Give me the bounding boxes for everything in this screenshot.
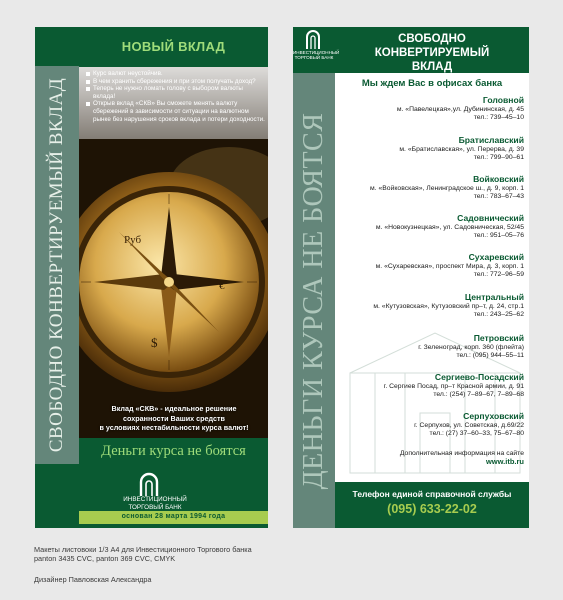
office-name: Головной	[482, 95, 524, 105]
svg-text:€: €	[219, 280, 225, 292]
bank-logo-icon	[132, 470, 166, 498]
right-vertical-slogan: ДЕНЬГИ КУРСА НЕ БОЯТСЯ	[298, 112, 329, 489]
slogan-text: Деньги курса не боятся	[101, 443, 246, 459]
right-header-line-2: ВКЛАД	[411, 61, 453, 73]
bank-name-line-2: ТОРГОВЫЙ БАНК	[128, 503, 182, 511]
office-entry	[341, 333, 524, 361]
office-name: Сухаревский	[468, 252, 524, 262]
bullet-item: В чем хранить сбережения и при этом получать доход?	[86, 78, 266, 86]
office-entry	[341, 411, 524, 439]
promo-text	[91, 404, 257, 433]
compass-rub-label: Руб	[124, 234, 142, 246]
left-spine	[35, 66, 79, 464]
designer-credit: Дизайнер Павловская Александра	[34, 575, 152, 584]
left-vertical-title: СВОБОДНО КОНВЕРТИРУЕМЫЙ ВКЛАД	[46, 77, 67, 453]
caption-line-1: Макеты листовоки 1/3 А4 для Инвестиционного Торгового банка	[34, 545, 252, 554]
office-entry	[341, 95, 524, 123]
more-info	[341, 450, 524, 467]
office-name: Серпуховский	[463, 411, 524, 421]
svg-text:$: $	[151, 335, 158, 350]
office-name: Сергиево-Посадский	[434, 372, 524, 382]
office-address: м. «Войковская», Ленинградское ш., д. 9, корп. 1	[370, 185, 524, 192]
office-entry	[341, 292, 524, 320]
office-name: Центральный	[464, 292, 524, 302]
office-phone: тел.: (27) 37–60–33, 75–67–80	[429, 430, 524, 438]
office-address: г. Сергиев Посад, пр–т Красной армии, д. 91	[383, 383, 524, 390]
office-name: Садовнический	[457, 213, 524, 223]
right-bank-name-line-2: ТОРГОВЫЙ БАНК	[294, 55, 334, 61]
right-header-title	[340, 32, 524, 74]
bank-name-line-1: ИНВЕСТИЦИОННЫЙ	[123, 496, 187, 503]
right-header-line-1: СВОБОДНО КОНВЕРТИРУЕМЫЙ	[374, 33, 490, 59]
left-bank-name	[105, 496, 205, 511]
office-address: г. Зеленоград, корп. 360 (флейта)	[418, 344, 524, 351]
office-address: м. «Новокузнецкая», ул. Садовническая, 52/45	[375, 224, 524, 231]
office-entry	[341, 135, 524, 163]
hotline-phone: (095) 633-22-02	[387, 502, 477, 516]
office-phone: тел.: (254) 7–89–67, 7–89–68	[433, 391, 524, 399]
right-spine	[293, 73, 335, 528]
more-info-text: Дополнительная информация на сайте	[399, 450, 524, 457]
bullet-item: Курс валют неустойчив.	[86, 70, 266, 78]
office-address: г. Серпухов, ул. Советская, д.69/22	[414, 422, 524, 429]
office-name: Войковский	[473, 174, 524, 184]
office-entry	[341, 252, 524, 280]
right-bank-logo-icon	[302, 28, 324, 50]
promo-line-3: в условиях нестабильности курса валют!	[99, 423, 249, 432]
office-address: м. «Сухаревская», проспект Мира, д. 3, корп. 1	[375, 263, 524, 270]
promo-line-1: Вклад «СКВ» - идеальное решение	[111, 404, 237, 413]
promo-line-2: сохранности Ваших средств	[123, 413, 225, 423]
office-entry	[341, 372, 524, 400]
office-address: м. «Павелецкая»,ул. Дубининская, д. 45	[396, 106, 524, 113]
office-address: м. «Кутузовская», Кутузовский пр–т, д. 24, стр.1	[373, 303, 524, 310]
founded-text: основан 28 марта 1994 года	[121, 512, 226, 520]
new-deposit-badge-text: НОВЫЙ ВКЛАД	[121, 39, 226, 54]
office-address: м. «Братиславская», ул. Перерва, д. 39	[399, 146, 524, 153]
right-bank-name-line-1: ИНВЕСТИЦИОННЫЙ	[293, 50, 340, 55]
right-bank-name	[293, 50, 340, 61]
office-phone: тел.: 772–96–59	[473, 271, 524, 279]
office-name: Братиславский	[458, 135, 524, 145]
offices-title: Мы ждем Вас в офисах банка	[361, 78, 503, 89]
website-link[interactable]: www.itb.ru	[485, 457, 524, 467]
office-name: Петровский	[473, 333, 524, 343]
office-phone: тел.: 783–67–43	[473, 193, 524, 201]
layout-caption	[34, 545, 252, 563]
feature-bullet-list	[86, 70, 266, 123]
office-entry	[341, 213, 524, 241]
office-phone: тел.: 243–25–62	[473, 311, 524, 319]
bullet-item: Открыв вклад «СКВ» Вы сможете менять валюту сбережений в зависимости от ситуации на валютном рынке без нарушения сроков вклада и потери доходности.	[86, 100, 266, 123]
founded-strip	[79, 511, 268, 524]
office-phone: тел.: 951–05–76	[473, 232, 524, 240]
caption-line-2: panton 3435 CVC, panton 369 CVC, CMYK	[34, 554, 176, 563]
bullet-item: Теперь не нужно ломать голову с выбором валюты вклада!	[86, 85, 266, 100]
new-deposit-badge	[79, 27, 268, 67]
hotline-label: Телефон единой справочной службы	[352, 489, 512, 499]
office-entry	[341, 174, 524, 202]
office-phone: тел.: 739–45–10	[473, 114, 524, 122]
slogan-box	[79, 438, 268, 465]
office-phone: тел.: (095) 944–55–11	[456, 352, 524, 360]
office-phone: тел.: 799–90–61	[473, 154, 524, 162]
